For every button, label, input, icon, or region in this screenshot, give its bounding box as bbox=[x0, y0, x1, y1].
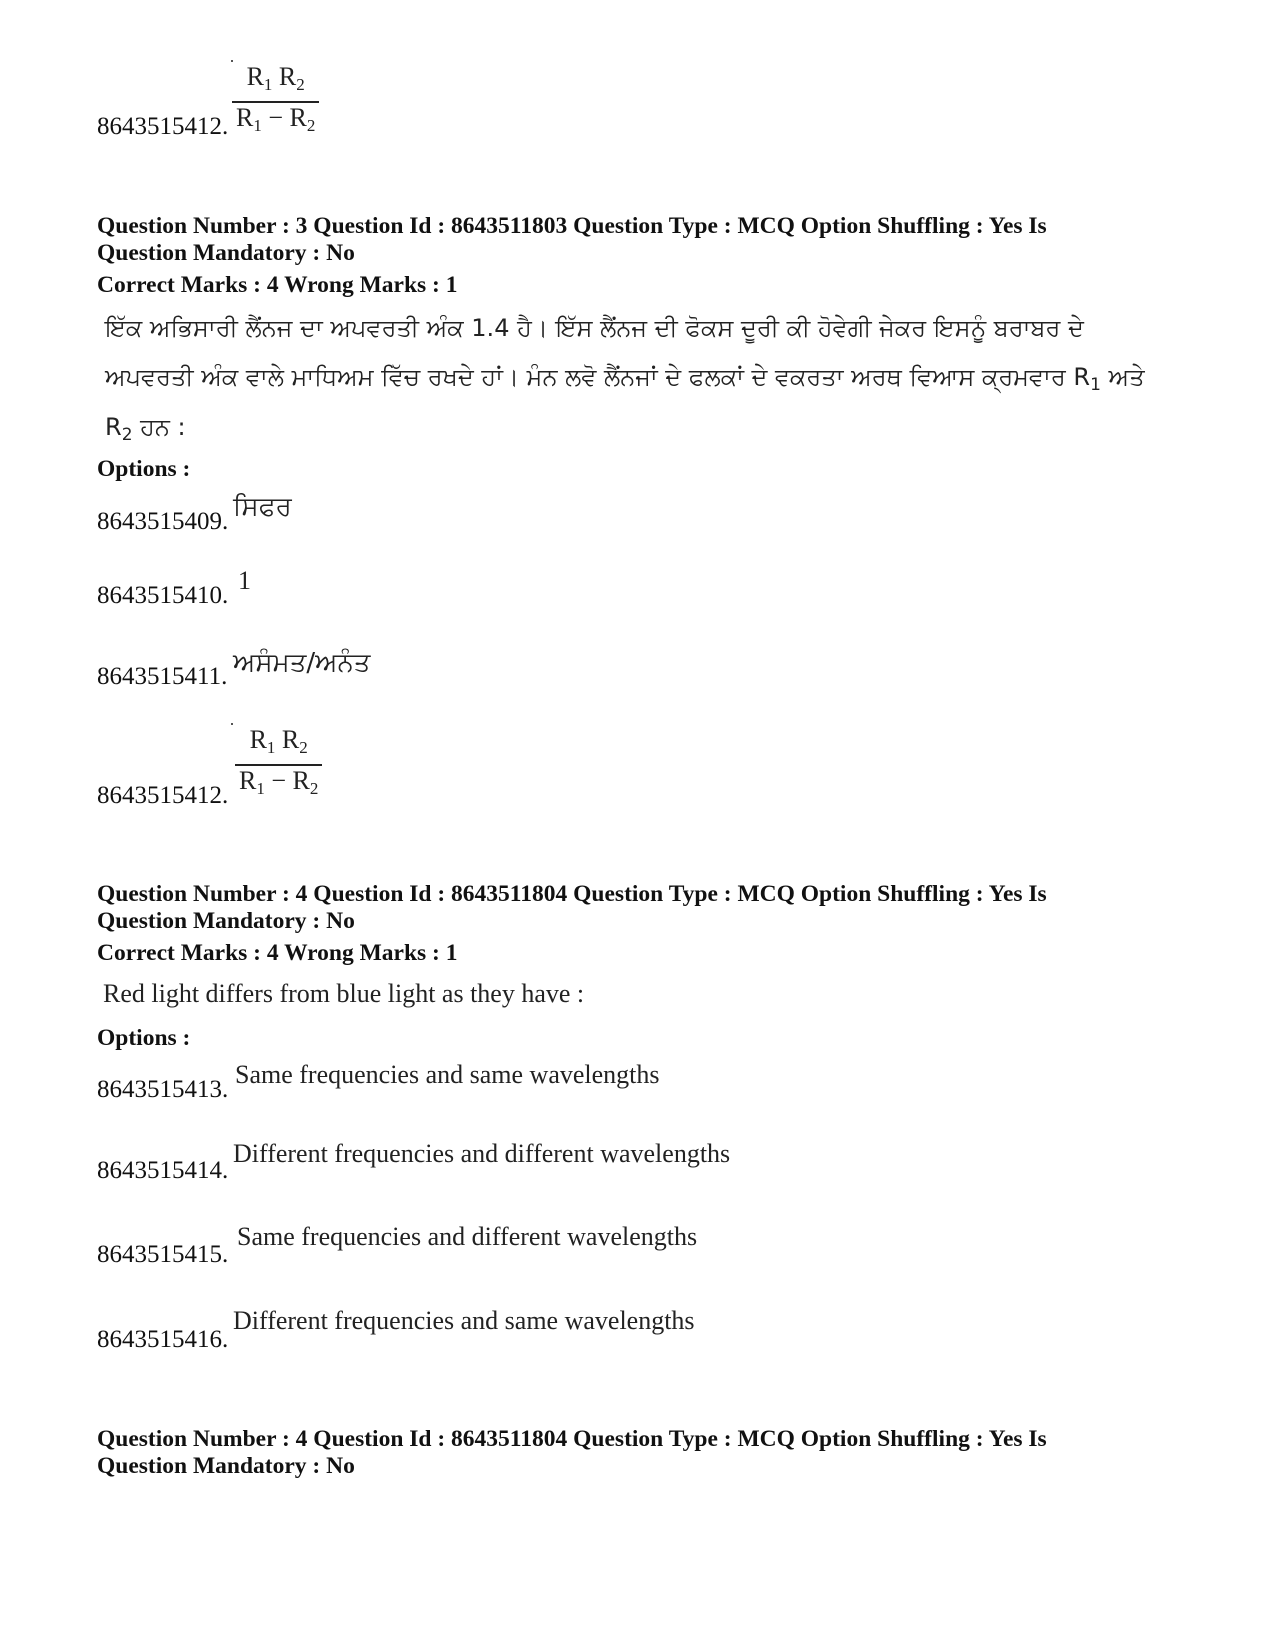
q4-option-text: Different frequencies and same wavelengths bbox=[233, 1306, 695, 1335]
q3-option-text: 1 bbox=[238, 566, 251, 595]
q4-option-id: 8643515413. bbox=[97, 1076, 229, 1103]
q3-option-id: 8643515412. bbox=[97, 782, 229, 809]
q3-header-line1: Question Number : 3 Question Id : 8643511803 Question Type : MCQ Option Shuffling : Yes Is bbox=[97, 213, 1047, 239]
q3-option-text: ਅਸੰਮਤ/ਅਨੰਤ bbox=[233, 648, 371, 678]
q4-repeat-header-line2: Question Mandatory : No bbox=[97, 1453, 355, 1479]
q3-option-id: 8643515410. bbox=[97, 582, 229, 609]
q4-header-line1: Question Number : 4 Question Id : 8643511804 Question Type : MCQ Option Shuffling : Yes Is bbox=[97, 881, 1047, 907]
q4-option-id: 8643515416. bbox=[97, 1326, 229, 1353]
q3-option-text: ਸਿਫਰ bbox=[233, 492, 292, 522]
q3-option-fraction bbox=[235, 725, 322, 804]
q4-marks: Correct Marks : 4 Wrong Marks : 1 bbox=[97, 940, 458, 966]
q4-repeat-header-line1: Question Number : 4 Question Id : 8643511804 Question Type : MCQ Option Shuffling : Yes Is bbox=[97, 1426, 1047, 1452]
q4-header-line2: Question Mandatory : No bbox=[97, 908, 355, 934]
q3-stem-line1: ਇੱਕ ਅਭਿਸਾਰੀ ਲੈਂਨਜ ਦਾ ਅਪਵਰਤੀ ਅੰਕ 1.4 ਹੈ। ਇੱਸ ਲੈਂਨਜ ਦੀ ਫੋਕਸ ਦੂਰੀ ਕੀ ਹੋਵੇਗੀ ਜੇਕਰ ਇਸਨੂੰ ਬਰਾਬਰ ਦੇ bbox=[105, 314, 1084, 342]
q4-option-id: 8643515414. bbox=[97, 1157, 229, 1184]
fraction-numerator: $R_1$ $R_2$ bbox=[235, 725, 322, 766]
q4-option-text: Different frequencies and different wavelengths bbox=[233, 1139, 731, 1168]
q4-option-text: Same frequencies and different wavelengths bbox=[237, 1222, 698, 1251]
top-option-fraction bbox=[232, 62, 319, 141]
fraction-numerator: $R_1$ $R_2$ bbox=[232, 62, 319, 103]
q3-stem-line2: ਅਪਵਰਤੀ ਅੰਕ ਵਾਲੇ ਮਾਧਿਅਮ ਵਿੱਚ ਰਖਦੇ ਹਾਂ। ਮੰਨ ਲਵੋ ਲੈਂਨਜਾਂ ਦੇ ਫਲਕਾਂ ਦੇ ਵਕਰਤਾ ਅਰਥ ਵਿਆਸ ਕ੍ਰਮਵਾਰ $R_1$ ਅਤੇ bbox=[105, 363, 1145, 395]
top-option-id: 8643515412. bbox=[97, 113, 229, 140]
q4-stem: Red light differs from blue light as they have : bbox=[103, 979, 585, 1008]
q3-options-label: Options : bbox=[97, 456, 191, 482]
q4-options-label: Options : bbox=[97, 1025, 191, 1051]
stray-dot bbox=[231, 723, 233, 725]
q3-stem-line3: $R_2$ ਹਨ : bbox=[105, 413, 186, 445]
q3-option-id: 8643515411. bbox=[97, 663, 228, 690]
q3-header-line2: Question Mandatory : No bbox=[97, 240, 355, 266]
q4-option-id: 8643515415. bbox=[97, 1241, 229, 1268]
q4-option-text: Same frequencies and same wavelengths bbox=[235, 1060, 660, 1089]
fraction-denominator: $R_1 - R_2$ bbox=[236, 103, 316, 135]
fraction-denominator: $R_1 - R_2$ bbox=[239, 766, 319, 798]
q3-option-id: 8643515409. bbox=[97, 508, 229, 535]
q3-marks: Correct Marks : 4 Wrong Marks : 1 bbox=[97, 272, 458, 298]
